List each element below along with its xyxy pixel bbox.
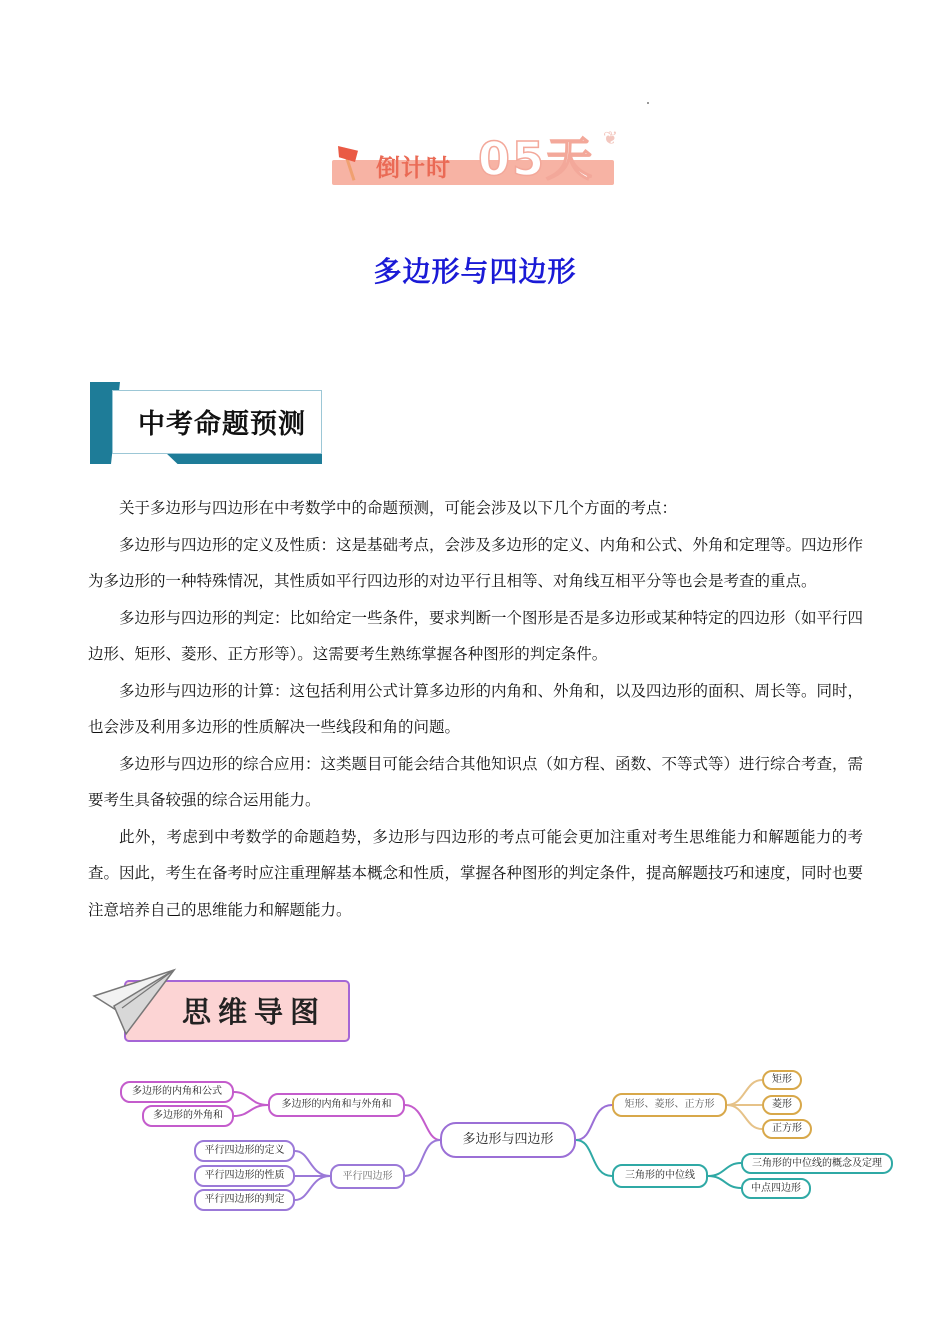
mindmap-leaf[interactable]: 中点四边形 xyxy=(741,1178,811,1199)
mindmap-branch[interactable]: 平行四边形 xyxy=(330,1164,405,1189)
mindmap-branch[interactable]: 多边形的内角和与外角和 xyxy=(268,1093,405,1117)
mindmap-branch[interactable]: 矩形、菱形、正方形 xyxy=(612,1093,727,1117)
countdown-unit: 天 xyxy=(546,132,595,186)
mindmap-leaf[interactable]: 平行四边形的性质 xyxy=(194,1165,295,1187)
paragraph: 多边形与四边形的判定：比如给定一些条件，要求判断一个图形是否是多边形或某种特定的四边形（如平行四边形、矩形、菱形、正方形等）。这需要考生熟练掌握各种图形的判定条件。 xyxy=(88,608,864,663)
paper-plane-icon xyxy=(92,968,182,1038)
mindmap-leaf[interactable]: 正方形 xyxy=(762,1119,812,1139)
mindmap-root[interactable]: 多边形与四边形 xyxy=(440,1122,576,1158)
paragraph: 关于多边形与四边形在中考数学中的命题预测，可能会涉及以下几个方面的考点： xyxy=(119,499,678,517)
paragraph: 多边形与四边形的综合应用：这类题目可能会结合其他知识点（如方程、函数、不等式等）进行综合考查，需要考生具备较强的综合运用能力。 xyxy=(88,754,864,809)
section-header-prediction xyxy=(90,382,322,464)
mindmap-leaf[interactable]: 平行四边形的定义 xyxy=(194,1140,295,1162)
countdown-days: 05 xyxy=(478,132,547,186)
mindmap-leaf[interactable]: 平行四边形的判定 xyxy=(194,1189,295,1211)
mindmap-leaf[interactable]: 多边形的外角和 xyxy=(142,1105,234,1127)
mindmap-leaf[interactable]: 矩形 xyxy=(762,1070,802,1090)
countdown-number xyxy=(478,132,595,186)
speck xyxy=(647,102,649,104)
mindmap-leaf[interactable]: 多边形的内角和公式 xyxy=(120,1081,234,1103)
countdown-banner xyxy=(328,128,618,192)
section-heading: 中考命题预测 xyxy=(138,409,306,440)
mindmap-leaf[interactable]: 菱形 xyxy=(762,1095,802,1115)
section-heading: 思维导图 xyxy=(182,995,327,1029)
paragraph: 多边形与四边形的定义及性质：这是基础考点，会涉及多边形的定义、内角和公式、外角和定理等。四边形作为多边形的一种特殊情况，其性质如平行四边形的对边平行且相等、对角线互相平分等也会是考查的重点。 xyxy=(88,535,864,590)
paragraph: 多边形与四边形的计算：这包括利用公式计算多边形的内角和、外角和，以及四边形的面积、周长等。同时，也会涉及利用多边形的性质解决一些线段和角的问题。 xyxy=(88,681,864,736)
mindmap-branch[interactable]: 三角形的中位线 xyxy=(612,1164,708,1188)
countdown-label: 倒计时 xyxy=(376,154,451,182)
birds-icon: ❦ xyxy=(602,128,618,149)
paragraph: 此外，考虑到中考数学的命题趋势，多边形与四边形的考点可能会更加注重对考生思维能力和解题能力的考查。因此，考生在备考时应注重理解基本概念和性质，掌握各种图形的判定条件，提高解题技巧和速度，同时也要注意培养自己的思维能力和解题能力。 xyxy=(88,827,864,919)
page-title: 多边形与四边形 xyxy=(373,255,577,288)
mindmap-leaf[interactable]: 三角形的中位线的概念及定理 xyxy=(741,1153,893,1174)
prediction-body xyxy=(88,490,863,928)
section-header-mindmap xyxy=(92,968,352,1046)
